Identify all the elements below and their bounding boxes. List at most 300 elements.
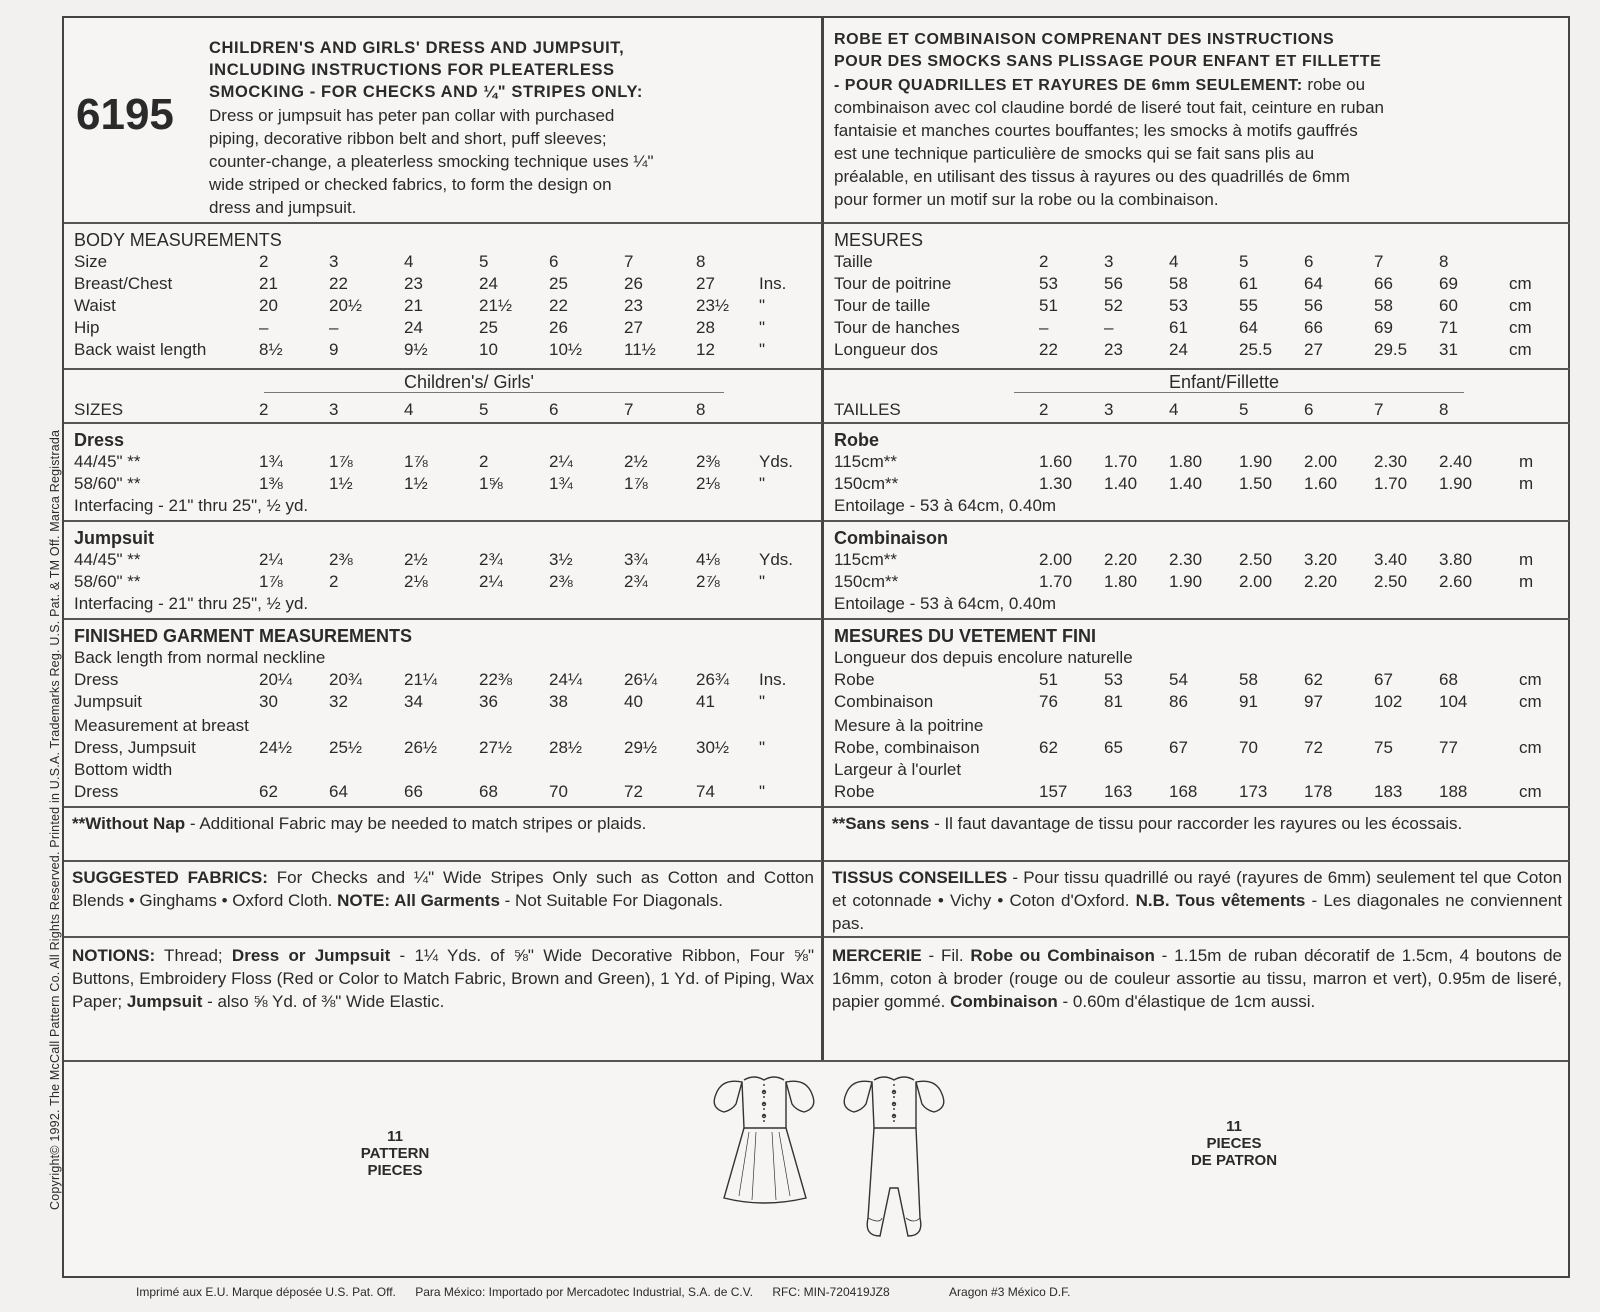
en-heading-line-2: INCLUDING INSTRUCTIONS FOR PLEATERLESS	[209, 61, 615, 79]
en-fabrics-note-bold: NOTE: All Garments	[337, 891, 500, 910]
en-fabrics-section	[64, 862, 822, 938]
cell-value: 66	[1374, 274, 1393, 293]
fr-heading-line-2: POUR DES SMOCKS SANS PLISSAGE POUR ENFANT ET FILLETTE	[834, 53, 1382, 70]
cell-value: 51	[1039, 296, 1058, 315]
cell-value: 3	[1104, 252, 1114, 271]
cell-value: 91	[1239, 692, 1258, 711]
cell-value: 56	[1104, 274, 1123, 293]
row-unit: "	[759, 318, 766, 337]
size-value: 2	[259, 400, 269, 419]
cell-value: –	[259, 318, 269, 337]
fr-combinaison-table	[834, 550, 1564, 594]
cell-value: 2⅜	[696, 452, 720, 471]
cell-value: 2¾	[624, 572, 648, 591]
row-label: 44/45" **	[74, 550, 141, 569]
row-unit: "	[759, 340, 766, 359]
cell-value: 2⅛	[404, 572, 428, 591]
table-row	[834, 274, 1564, 296]
cell-value: 28	[696, 318, 715, 337]
row-label: Hip	[74, 318, 100, 337]
cell-value: 72	[1304, 738, 1323, 757]
fr-desc-line-5: pour former un motif sur la robe ou la combinaison.	[834, 190, 1219, 209]
cell-value: 25	[479, 318, 498, 337]
cell-value: 2.50	[1374, 572, 1408, 591]
fr-notions-bold: MERCERIE	[832, 946, 922, 965]
cell-value: 55	[1239, 296, 1258, 315]
cell-value: 22⅜	[479, 670, 513, 689]
cell-value: 1.70	[1374, 474, 1408, 493]
cell-value: 75	[1374, 738, 1393, 757]
cell-value: 2	[1039, 252, 1049, 271]
row-label: Back waist length	[74, 340, 207, 359]
cell-value: 81	[1104, 692, 1123, 711]
table-row	[834, 318, 1564, 340]
cell-value: 183	[1374, 782, 1403, 801]
cell-value: 6	[1304, 252, 1314, 271]
cell-value: 62	[1304, 670, 1323, 689]
en-notions-bold-2: Dress or Jumpsuit	[231, 946, 391, 965]
row-unit: m	[1519, 474, 1534, 493]
cell-value: 1½	[329, 474, 353, 493]
cell-value: 3.80	[1439, 550, 1473, 569]
en-dress-table	[74, 452, 814, 496]
table-row	[74, 296, 814, 318]
fr-sizes-header	[824, 370, 1570, 424]
row-label: 150cm**	[834, 474, 899, 493]
vertical-copyright: Copyright© 1992. The McCall Pattern Co. All Rights Reserved. Printed in U.S.A. Trademarks Reg. U.S. Pat. & TM Off. Marca Registrada	[48, 429, 62, 1210]
en-body-title: BODY MEASUREMENTS	[74, 230, 282, 250]
row-unit: Yds.	[759, 452, 794, 471]
footer-aragon: Aragon #3 México D.F.	[949, 1285, 1071, 1299]
cell-value: 97	[1304, 692, 1323, 711]
fr-body-title: MESURES	[834, 230, 924, 250]
en-body-table	[74, 252, 814, 362]
cell-value: 23	[404, 274, 423, 293]
cell-value: 1¾	[259, 452, 283, 471]
cell-value: 70	[549, 782, 568, 801]
cell-value: 2.60	[1439, 572, 1473, 591]
en-sizes-row	[74, 400, 814, 422]
cell-value: 38	[549, 692, 568, 711]
en-jumpsuit-table	[74, 550, 814, 594]
row-label: Dress	[74, 782, 119, 801]
row-label: Robe	[834, 670, 875, 689]
fr-notions-body-3: - 0.60m d'élastique de 1cm aussi.	[1057, 992, 1316, 1011]
cell-value: 2½	[404, 550, 428, 569]
cell-value: 24½	[259, 738, 293, 757]
en-dress-title: Dress	[74, 430, 125, 450]
footer-rfc: RFC: MIN-720419JZ8	[772, 1285, 890, 1299]
row-unit: "	[759, 474, 766, 493]
size-value: 7	[624, 400, 634, 419]
cell-value: 22	[329, 274, 348, 293]
cell-value: 21¼	[404, 670, 438, 689]
en-nap-bold: **Without Nap	[72, 814, 186, 833]
en-finished-table-3	[74, 782, 814, 804]
size-value: 6	[1304, 400, 1314, 419]
cell-value: 64	[329, 782, 348, 801]
en-desc-line-4: wide striped or checked fabrics, to form the design on	[209, 175, 612, 194]
cell-value: 25.5	[1239, 340, 1273, 359]
en-body-measurements	[64, 224, 822, 370]
cell-value: 20¾	[329, 670, 363, 689]
cell-value: 2.00	[1039, 550, 1073, 569]
size-value: 5	[479, 400, 489, 419]
cell-value: 23	[1104, 340, 1123, 359]
cell-value: 2.00	[1239, 572, 1273, 591]
fr-finished-table-1	[834, 670, 1564, 714]
cell-value: 69	[1439, 274, 1458, 293]
row-label: Robe, combinaison	[834, 738, 980, 757]
cell-value: 2.00	[1304, 452, 1338, 471]
fr-robe-interfacing: Entoilage - 53 à 64cm, 0.40m	[834, 496, 1057, 515]
cell-value: 60	[1439, 296, 1458, 315]
en-dress-interfacing: Interfacing - 21" thru 25", ½ yd.	[74, 496, 309, 515]
cell-value: 51	[1039, 670, 1058, 689]
cell-value: 77	[1439, 738, 1458, 757]
cell-value: 4	[1169, 252, 1179, 271]
cell-value: 30	[259, 692, 278, 711]
fr-fabrics-section	[824, 862, 1570, 938]
sizes-row	[834, 400, 1564, 422]
table-row	[74, 692, 814, 714]
row-label: Tour de hanches	[834, 318, 960, 337]
row-label: Dress	[74, 670, 119, 689]
row-label: Breast/Chest	[74, 274, 173, 293]
cell-value: 66	[1304, 318, 1323, 337]
cell-value: 76	[1039, 692, 1058, 711]
table-row	[834, 572, 1564, 594]
cell-value: 67	[1169, 738, 1188, 757]
en-jumpsuit-interfacing: Interfacing - 21" thru 25", ½ yd.	[74, 594, 309, 613]
table-row	[74, 252, 814, 274]
cell-value: 1½	[404, 474, 428, 493]
row-unit: cm	[1519, 738, 1542, 757]
cell-value: 25	[549, 274, 568, 293]
cell-value: 102	[1374, 692, 1403, 711]
cell-value: 61	[1239, 274, 1258, 293]
row-label: Longueur dos	[834, 340, 938, 359]
fr-fabrics-body: - Pour tissu quadrillé ou rayé (rayures de 6mm) seulement tel que Coton et cotonnade • Vichy • Coton d'Oxford.	[832, 868, 1563, 910]
cell-value: 2½	[624, 452, 648, 471]
size-value: 2	[1039, 400, 1049, 419]
cell-value: 58	[1374, 296, 1393, 315]
cell-value: 5	[1239, 252, 1249, 271]
fr-group-label: Enfant/Fillette	[1169, 372, 1280, 392]
fr-finished-sub2: Mesure à la poitrine	[834, 716, 984, 735]
cell-value: 2¼	[479, 572, 503, 591]
cell-value: –	[329, 318, 339, 337]
cell-value: 7	[1374, 252, 1384, 271]
cell-value: 173	[1239, 782, 1268, 801]
fr-desc-line-2: fantaisie et manches courtes bouffantes; les smocks à motifs gauffrés	[834, 121, 1358, 140]
cell-value: 66	[404, 782, 423, 801]
en-dress-yardage	[64, 424, 822, 522]
cell-value: 28½	[549, 738, 583, 757]
row-unit: "	[759, 572, 766, 591]
footer	[136, 1285, 1086, 1299]
en-finished-measurements	[64, 620, 822, 808]
jumpsuit-illustration-icon	[844, 1077, 944, 1236]
cell-value: 53	[1104, 670, 1123, 689]
row-unit: m	[1519, 550, 1534, 569]
table-row	[74, 550, 814, 572]
cell-value: 52	[1104, 296, 1123, 315]
cell-value: 1⅞	[329, 452, 353, 471]
table-row	[74, 274, 814, 296]
en-group-rule	[264, 392, 724, 393]
table-row	[834, 550, 1564, 572]
fr-finished-sub1: Longueur dos depuis encolure naturelle	[834, 648, 1133, 667]
cell-value: 2	[479, 452, 489, 471]
cell-value: 86	[1169, 692, 1188, 711]
en-header-section	[64, 18, 822, 224]
row-label: Waist	[74, 296, 116, 315]
en-pieces-line-2: PIECES	[367, 1162, 423, 1179]
fr-heading-line-3	[834, 75, 1365, 96]
fr-finished-table-3	[834, 782, 1564, 804]
cell-value: 9	[329, 340, 339, 359]
cell-value: 188	[1439, 782, 1468, 801]
en-notions-section	[64, 938, 822, 1060]
size-value: 3	[329, 400, 339, 419]
cell-value: 2.30	[1169, 550, 1203, 569]
table-row	[834, 252, 1564, 274]
cell-value: 1.40	[1169, 474, 1203, 493]
row-label: Jumpsuit	[74, 692, 143, 711]
cell-value: 2.20	[1304, 572, 1338, 591]
cell-value: 61	[1169, 318, 1188, 337]
size-value: 3	[1104, 400, 1114, 419]
row-unit: cm	[1509, 340, 1532, 359]
en-finished-sub2: Measurement at breast	[74, 716, 249, 735]
fr-robe-title: Robe	[834, 430, 879, 450]
footer-mexico: Para México: Importado por Mercadotec Industrial, S.A. de C.V.	[415, 1285, 753, 1299]
cell-value: 1.80	[1169, 452, 1203, 471]
cell-value: 11½	[624, 340, 656, 359]
row-label: Tour de taille	[834, 296, 931, 315]
cell-value: 2.50	[1239, 550, 1273, 569]
cell-value: 26¾	[696, 670, 730, 689]
en-heading-line-3: SMOCKING - FOR CHECKS AND ¼" STRIPES ONLY:	[209, 83, 643, 101]
size-value: 4	[1169, 400, 1179, 419]
table-row	[834, 452, 1564, 474]
table-row	[74, 318, 814, 340]
table-row	[834, 782, 1564, 804]
row-label: 115cm**	[834, 550, 897, 569]
table-row	[834, 474, 1564, 496]
cell-value: 2¾	[479, 550, 503, 569]
row-unit: Ins.	[759, 274, 787, 293]
cell-value: 62	[1039, 738, 1058, 757]
row-unit: "	[759, 782, 766, 801]
cell-value: 26½	[404, 738, 438, 757]
en-jumpsuit-title: Jumpsuit	[74, 528, 155, 548]
row-label: Dress, Jumpsuit	[74, 738, 196, 757]
cell-value: 2	[259, 252, 269, 271]
table-row	[74, 452, 814, 474]
en-notions-bold: NOTIONS:	[72, 946, 156, 965]
cell-value: 1.40	[1104, 474, 1138, 493]
bottom-divider	[64, 1060, 1568, 1062]
cell-value: 21½	[479, 296, 513, 315]
fr-desc-line-4: préalable, en utilisant des tissus à rayures ou des quadrillés de 6mm	[834, 167, 1350, 186]
cell-value: 4⅛	[696, 550, 720, 569]
cell-value: 27	[696, 274, 715, 293]
row-label: Robe	[834, 782, 875, 801]
cell-value: 27	[624, 318, 643, 337]
fr-combinaison-interfacing: Entoilage - 53 à 64cm, 0.40m	[834, 594, 1057, 613]
fr-notions-bold-3: Combinaison	[950, 992, 1058, 1011]
row-unit: Yds.	[759, 550, 794, 569]
fr-fabrics-text	[832, 866, 1562, 935]
size-value: 6	[549, 400, 559, 419]
fr-finished-table-2	[834, 738, 1564, 760]
fr-fabrics-bold: TISSUS CONSEILLES	[832, 868, 1008, 887]
size-value: 8	[696, 400, 706, 419]
fr-heading-line-3-bold: - POUR QUADRILLES ET RAYURES DE 6mm SEULEMENT:	[834, 77, 1303, 94]
row-unit: Ins.	[759, 670, 787, 689]
cell-value: 3.20	[1304, 550, 1338, 569]
en-notions-bold-3: Jumpsuit	[126, 992, 203, 1011]
cell-value: 157	[1039, 782, 1068, 801]
garment-illustrations	[694, 1068, 964, 1248]
cell-value: 29½	[624, 738, 658, 757]
cell-value: 68	[1439, 670, 1458, 689]
cell-value: 41	[696, 692, 715, 711]
row-unit: "	[759, 296, 766, 315]
en-desc-line-2: piping, decorative ribbon belt and short, puff sleeves;	[209, 129, 607, 148]
row-label: Size	[74, 252, 108, 271]
table-row	[74, 738, 814, 760]
fr-finished-sub3: Largeur à l'ourlet	[834, 760, 962, 779]
table-row	[74, 340, 814, 362]
fr-nap-bold: **Sans sens	[832, 814, 930, 833]
fr-robe-table	[834, 452, 1564, 496]
cell-value: 22	[549, 296, 568, 315]
table-row	[74, 782, 814, 804]
en-fabrics-body: For Checks and ¼" Wide Stripes Only such as Cotton and Cotton Blends • Ginghams • Oxford Cloth.	[72, 868, 815, 910]
en-pieces-line-1: PATTERN	[360, 1145, 430, 1162]
cell-value: 69	[1374, 318, 1393, 337]
cell-value: 1.50	[1239, 474, 1273, 493]
row-unit: cm	[1509, 296, 1532, 315]
row-label: 58/60" **	[74, 474, 141, 493]
cell-value: 22	[1039, 340, 1058, 359]
cell-value: 30½	[696, 738, 730, 757]
cell-value: 29.5	[1374, 340, 1408, 359]
fr-nap-text	[832, 812, 1562, 835]
cell-value: 12	[696, 340, 715, 359]
cell-value: 53	[1039, 274, 1058, 293]
en-desc-line-5: dress and jumpsuit.	[209, 198, 357, 217]
cell-value: 7	[624, 252, 634, 271]
sizes-row	[74, 400, 814, 422]
cell-value: 8	[696, 252, 706, 271]
cell-value: 72	[624, 782, 643, 801]
fr-desc-line-1: combinaison avec col claudine bordé de liseré tout fait, ceinture en ruban	[834, 98, 1385, 117]
cell-value: 24	[404, 318, 423, 337]
fr-fabrics-note-bold: N.B. Tous vêtements	[1135, 891, 1306, 910]
en-finished-table-2	[74, 738, 814, 760]
en-finished-title: FINISHED GARMENT MEASUREMENTS	[74, 626, 413, 646]
cell-value: 67	[1374, 670, 1393, 689]
cell-value: 64	[1239, 318, 1258, 337]
cell-value: 32	[329, 692, 348, 711]
cell-value: 10½	[549, 340, 583, 359]
cell-value: 20½	[329, 296, 363, 315]
row-unit: m	[1519, 452, 1534, 471]
fr-heading-line-1: ROBE ET COMBINAISON COMPRENANT DES INSTRUCTIONS	[834, 31, 1335, 48]
row-label: Taille	[834, 252, 873, 271]
row-unit: cm	[1509, 274, 1532, 293]
cell-value: 1.90	[1239, 452, 1273, 471]
table-row	[74, 670, 814, 692]
cell-value: 26	[549, 318, 568, 337]
cell-value: 2¼	[549, 452, 573, 471]
fr-finished-title: MESURES DU VETEMENT FINI	[834, 626, 1097, 646]
fr-robe-yardage	[824, 424, 1570, 522]
fr-notions-section	[824, 938, 1570, 1060]
fr-group-rule	[1014, 392, 1464, 393]
cell-value: 1⅞	[624, 474, 648, 493]
cell-value: 23½	[696, 296, 730, 315]
en-desc-line-3: counter-change, a pleaterless smocking technique uses ¼"	[209, 152, 654, 171]
cell-value: 24	[1169, 340, 1188, 359]
en-jumpsuit-yardage	[64, 522, 822, 620]
en-fabrics-text	[72, 866, 814, 912]
cell-value: 70	[1239, 738, 1258, 757]
fr-sizes-row	[834, 400, 1564, 422]
cell-value: 26	[624, 274, 643, 293]
fr-pattern-pieces	[1164, 1118, 1304, 1169]
cell-value: –	[1039, 318, 1049, 337]
fr-pieces-number: 11	[1226, 1118, 1242, 1135]
fr-finished-measurements	[824, 620, 1570, 808]
en-pieces-number: 11	[387, 1128, 403, 1145]
size-value: 5	[1239, 400, 1249, 419]
cell-value: 2¼	[259, 550, 283, 569]
size-value: 4	[404, 400, 414, 419]
cell-value: 2⅞	[696, 572, 720, 591]
info-frame	[62, 16, 1570, 1278]
cell-value: 20	[259, 296, 278, 315]
cell-value: 3½	[549, 550, 573, 569]
row-label: 150cm**	[834, 572, 899, 591]
cell-value: 36	[479, 692, 498, 711]
cell-value: 1.90	[1169, 572, 1203, 591]
cell-value: 20¼	[259, 670, 293, 689]
row-unit: cm	[1509, 318, 1532, 337]
cell-value: 104	[1439, 692, 1468, 711]
cell-value: 56	[1304, 296, 1323, 315]
cell-value: 168	[1169, 782, 1198, 801]
cell-value: 8½	[259, 340, 283, 359]
en-nap-body: - Additional Fabric may be needed to match stripes or plaids.	[185, 814, 647, 833]
cell-value: 2⅜	[549, 572, 573, 591]
cell-value: 1.60	[1304, 474, 1338, 493]
fr-notions-bold-2: Robe ou Combinaison	[970, 946, 1155, 965]
cell-value: 2	[329, 572, 339, 591]
cell-value: 62	[259, 782, 278, 801]
fr-combinaison-title: Combinaison	[834, 528, 949, 548]
en-notions-text	[72, 944, 814, 1013]
table-row	[834, 738, 1564, 760]
cell-value: 31	[1439, 340, 1458, 359]
table-row	[834, 296, 1564, 318]
cell-value: 58	[1239, 670, 1258, 689]
cell-value: 58	[1169, 274, 1188, 293]
